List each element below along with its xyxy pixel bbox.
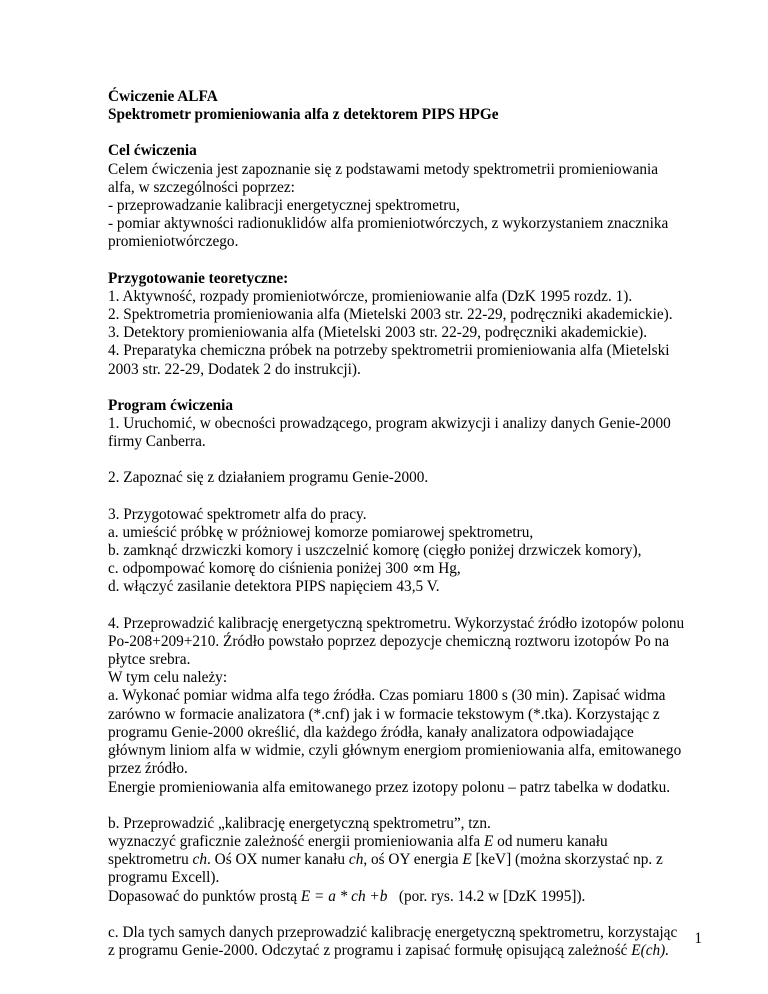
program-step4-line: programu Genie-2000 określić, dla każdego źródła, kanały analizatora odpowiadające (108, 723, 634, 741)
goal-line: alfa, w szczególności poprzez: (108, 178, 295, 196)
step4b-text: Dopasować do punktów prostą (108, 887, 301, 905)
step4b-text: wyznaczyć graficznie zależność energii promieniowania alfa (108, 832, 484, 850)
program-step4b (108, 815, 708, 906)
program-step4-line: przez źródło. (108, 760, 188, 778)
program-step2-line: 2. Zapoznać się z działaniem programu Genie-2000. (108, 469, 429, 487)
step4c-line-1: c. Dla tych samych danych przeprowadzić kalibrację energetyczną spektrometru, korzystając (108, 923, 678, 941)
theory-line: 2003 str. 22-29, Dodatek 2 do instrukcji). (108, 360, 361, 378)
theory-line: 3. Detektory promieniowania alfa (Mietelski 2003 str. 22-29, podręczniki akademickie). (108, 324, 648, 342)
program-step3-line: c. odpompować komorę do ciśnienia poniżej 300 ∝m Hg, (108, 560, 461, 578)
fit-formula: E = a * ch +b (300, 887, 388, 905)
program-step4-line: głównym liniom alfa w widmie, czyli głównym energiom promieniowania alfa, emitowanego (108, 742, 682, 760)
calibration-formula: E(ch). (631, 941, 670, 959)
program-step3-line: b. zamknąć drzwiczki komory i uszczelnić komorę (cięgło poniżej drzwiczek komory), (108, 542, 642, 560)
goal-line: Celem ćwiczenia jest zapoznanie się z podstawami metody spektrometrii promieniowania (108, 160, 659, 178)
program-section (108, 397, 708, 960)
program-step1-line: firmy Canberra. (108, 433, 206, 451)
program-step4-line: W tym celu należy: (108, 669, 228, 687)
program-step4-line: a. Wykonać pomiar widma alfa tego źródła. Czas pomiaru 1800 s (30 min). Zapisać widma (108, 687, 666, 705)
theory-heading: Przygotowanie teoretyczne: (108, 269, 289, 287)
variable-e: E (484, 832, 494, 850)
step4c-line-2 (108, 942, 708, 960)
doc-title: Ćwiczenie ALFA (108, 88, 218, 105)
program-step4 (108, 615, 708, 797)
step4b-line-4: programu Excell). (108, 869, 220, 887)
program-step4-line: Energie promieniowania alfa emitowanego przez izotopy polonu – patrz tabelka w dodatku. (108, 778, 671, 796)
step4b-line-3 (108, 851, 708, 869)
program-step3-line: d. włączyć zasilanie detektora PIPS napięciem 43,5 V. (108, 578, 440, 596)
program-step3-line: a. umieścić próbkę w próżniowej komorze pomiarowej spektrometru, (108, 523, 534, 541)
goal-line: - pomiar aktywności radionuklidów alfa promieniotwórczych, z wykorzystaniem znacznika (108, 215, 669, 233)
goal-line: - przeprowadzanie kalibracji energetycznej spektrometru, (108, 197, 460, 215)
goal-heading: Cel ćwiczenia (108, 142, 197, 160)
program-step2 (108, 469, 708, 487)
program-step3-line: 3. Przygotować spektrometr alfa do pracy. (108, 505, 367, 523)
goal-section (108, 142, 708, 251)
step4b-text: . Oś OX numer kanału (207, 851, 349, 869)
step4b-line-5 (108, 888, 708, 906)
variable-e: E (462, 851, 472, 869)
program-step4-line: Po-208+209+210. Źródło powstało poprzez depozycje chemiczną roztworu izotopów Po na (108, 632, 669, 650)
step4b-text: spektrometru (108, 851, 193, 869)
variable-ch: ch (192, 851, 207, 869)
theory-line: 4. Preparatyka chemiczna próbek na potrzeby spektrometrii promieniowania alfa (Mietelski (108, 342, 670, 360)
theory-section (108, 270, 708, 379)
step4b-text: , oś OY energia (363, 851, 463, 869)
program-step4c (108, 924, 708, 960)
program-step4-line: zarówno w formacie analizatora (*.cnf) jak i w formacie tekstowym (*.tka). Korzystając z (108, 705, 660, 723)
program-step4-line: płytce srebra. (108, 651, 191, 669)
document-page (108, 88, 708, 960)
program-step3 (108, 506, 708, 597)
goal-line: promieniotwórczego. (108, 233, 239, 251)
program-step4-line: 4. Przeprowadzić kalibrację energetyczną spektrometru. Wykorzystać źródło izotopów polonu (108, 614, 685, 632)
program-heading: Program ćwiczenia (108, 396, 234, 414)
program-step1-line: 1. Uruchomić, w obecności prowadzącego, program akwizycji i analizy danych Genie-2000 (108, 415, 671, 433)
step4b-text: (por. rys. 14.2 w [DzK 1995]). (387, 887, 586, 905)
step4b-line-2 (108, 833, 708, 851)
page-number: 1 (694, 930, 702, 947)
step4c-text: z programu Genie-2000. Odczytać z programu i zapisać formułę opisującą zależność (108, 941, 632, 959)
step4b-text: [keV] (można skorzystać np. z (471, 851, 663, 869)
step4b-text: od numeru kanału (493, 832, 608, 850)
theory-line: 2. Spektrometria promieniowania alfa (Mietelski 2003 str. 22-29, podręczniki akademickie). (108, 306, 673, 324)
step4b-line-1: b. Przeprowadzić „kalibrację energetyczną spektrometru”, tzn. (108, 814, 491, 832)
doc-subtitle: Spektrometr promieniowania alfa z detektorem PIPS HPGe (108, 106, 499, 124)
theory-line: 1. Aktywność, rozpady promieniotwórcze, promieniowanie alfa (DzK 1995 rozdz. 1). (108, 287, 633, 305)
variable-ch: ch (348, 851, 364, 869)
